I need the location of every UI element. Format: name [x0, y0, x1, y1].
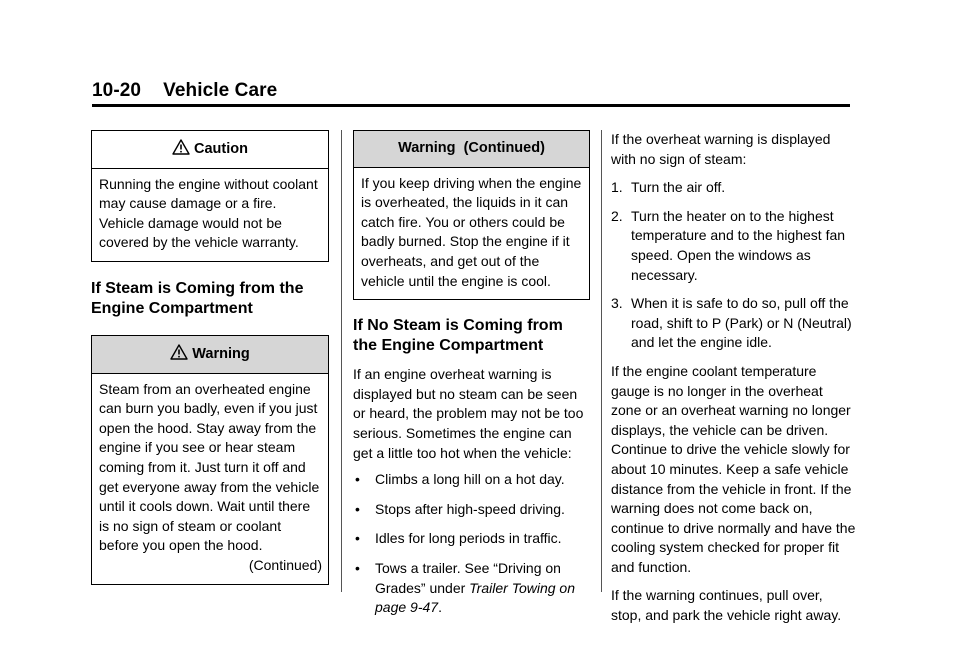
warning-box-header — [92, 336, 328, 374]
list-item: • Stops after high-speed driving. — [353, 500, 590, 520]
warning-continued-body — [354, 168, 589, 300]
column-divider-1 — [341, 130, 342, 592]
section-title: Vehicle Care — [163, 80, 278, 101]
caution-triangle-icon — [172, 139, 190, 155]
continues-paragraph: If the warning continues, pull over, stop, and park the vehicle right away. — [611, 587, 842, 624]
no-steam-heading: If No Steam is Coming from the Engine Compartment — [353, 317, 563, 355]
overheat-intro: If the overheat warning is displayed with no sign of steam: — [611, 131, 831, 167]
caution-box — [91, 130, 329, 262]
list-item: 1. Turn the air off. — [611, 179, 726, 196]
header-rule — [92, 104, 850, 107]
warning-continued-text: If you keep driving when the engine is overheated, the liquids in it can catch fire. You or others could be badly burned. Stop the engine if it overheats, and get out of the vehicle until the engine is cool. — [361, 174, 582, 289]
column-2 — [353, 130, 590, 628]
warning-text: Steam from an overheated engine can burn you badly, even if you just open the hood. Stay away from the engine if you see or hear steam coming from it. Just turn it off and get everyone away from the vehicle until it cools down. Wait until there is no sign of steam or coolant before you open the hood. — [99, 380, 320, 554]
trailer-towing-link[interactable]: Trailer Towing on page 9-47 — [375, 579, 575, 616]
list-item: 2. Turn the heater on to the highest temperature and to the highest fan speed. Open the windows as necessary. — [611, 207, 846, 283]
column-3 — [611, 130, 856, 626]
warning-title: Warning — [192, 345, 250, 362]
warning-continued-box — [353, 130, 590, 300]
list-item: • Climbs a long hill on a hot day. — [353, 470, 590, 490]
page-header — [92, 80, 277, 102]
steam-heading: If Steam is Coming from the Engine Compartment — [91, 279, 304, 317]
page-number: 10-20 — [92, 80, 142, 101]
list-item: • Idles for long periods in traffic. — [353, 529, 590, 549]
warning-box-body — [92, 374, 328, 584]
list-item: 3. When it is safe to do so, pull off the road, shift to P (Park) or N (Neutral) and let the engine idle. — [611, 295, 852, 351]
column-divider-2 — [601, 130, 602, 592]
bullet-icon: • — [355, 500, 360, 517]
no-steam-intro: If an engine overheat warning is displayed but no steam can be seen or heard, the problem may not be too serious. Sometimes the engine can get a little too hot when the vehicle: — [353, 366, 584, 461]
caution-box-body — [92, 169, 328, 261]
list-item: • Tows a trailer. See “Driving on Grades” under Trailer Towing on page 9-47. — [355, 559, 575, 616]
steps-list — [611, 178, 856, 353]
caution-text: Running the engine without coolant may cause damage or a fire. Vehicle damage would not be covered by the vehicle warranty. — [99, 175, 318, 251]
warning-triangle-icon — [170, 344, 188, 360]
bullet-icon: • — [355, 471, 360, 488]
gauge-paragraph: If the engine coolant temperature gauge is no longer in the overheat zone or an overheat warning no longer displays, the vehicle can be driven. Continue to drive the vehicle slowly for about 10 minutes. Keep a safe vehicle distance from the vehicle in front. If the warning does not come back on, continue to drive normally and have the cooling system checked for proper fit and function. — [611, 362, 856, 575]
conditions-list — [353, 470, 590, 618]
column-1 — [91, 130, 329, 585]
bullet-icon: • — [355, 530, 360, 547]
caution-title: Caution — [194, 141, 248, 157]
warning-box — [91, 335, 329, 585]
warning-continued-header: Warning (Continued) — [354, 131, 589, 168]
continued-label: (Continued) — [248, 556, 322, 573]
bullet-icon: • — [355, 559, 360, 576]
caution-box-header — [92, 131, 328, 169]
